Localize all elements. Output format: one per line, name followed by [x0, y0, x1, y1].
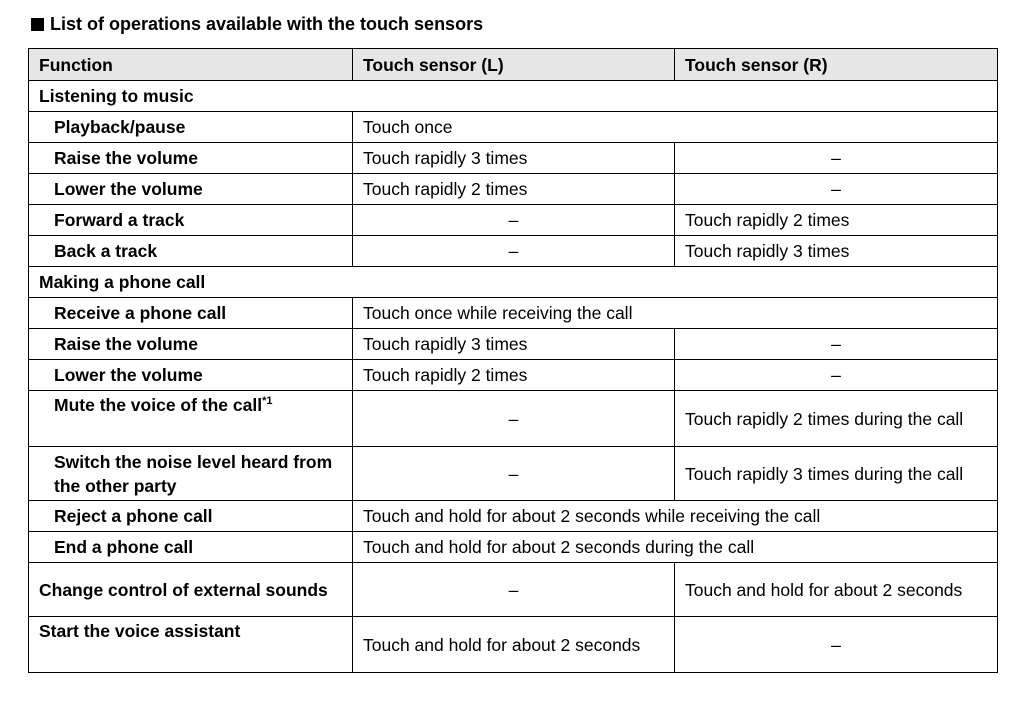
function-cell: Reject a phone call: [29, 501, 353, 532]
both-sensors-cell: Touch once while receiving the call: [353, 298, 998, 329]
function-text: Mute the voice of the call: [54, 395, 263, 415]
right-sensor-cell: Touch rapidly 3 times: [675, 236, 998, 267]
function-cell: Back a track: [29, 236, 353, 267]
function-cell: Start the voice assistant: [29, 617, 353, 673]
table-row: [29, 563, 998, 617]
both-sensors-cell: Touch and hold for about 2 seconds during the call: [353, 532, 998, 563]
table-row: [29, 174, 998, 205]
table-row: [29, 617, 998, 673]
table-row: [29, 329, 998, 360]
group-label-music: Listening to music: [29, 81, 998, 112]
table-row: [29, 236, 998, 267]
table-row: [29, 447, 998, 501]
section-heading-text: List of operations available with the touch sensors: [50, 14, 484, 34]
left-sensor-cell: –: [353, 563, 675, 617]
right-sensor-cell: Touch rapidly 2 times during the call: [675, 391, 998, 447]
left-sensor-cell: –: [353, 236, 675, 267]
function-cell: Forward a track: [29, 205, 353, 236]
function-cell: Playback/pause: [29, 112, 353, 143]
left-sensor-cell: –: [353, 391, 675, 447]
right-sensor-cell: Touch rapidly 2 times: [675, 205, 998, 236]
left-sensor-cell: –: [353, 447, 675, 501]
left-sensor-cell: Touch rapidly 2 times: [353, 360, 675, 391]
both-sensors-cell: Touch once: [353, 112, 998, 143]
right-sensor-cell: –: [675, 617, 998, 673]
function-cell: Receive a phone call: [29, 298, 353, 329]
group-row-phone: [29, 267, 998, 298]
right-sensor-cell: Touch and hold for about 2 seconds: [675, 563, 998, 617]
footnote-marker: *1: [262, 395, 273, 408]
both-sensors-cell: Touch and hold for about 2 seconds while receiving the call: [353, 501, 998, 532]
header-touch-sensor-right: Touch sensor (R): [675, 49, 998, 81]
table-row: [29, 298, 998, 329]
function-cell: Switch the noise level heard from the other party: [29, 447, 353, 501]
black-square-icon: [31, 18, 44, 31]
table-row: [29, 391, 998, 447]
group-row-music: [29, 81, 998, 112]
right-sensor-cell: –: [675, 143, 998, 174]
function-cell: Lower the volume: [29, 360, 353, 391]
table-row: [29, 112, 998, 143]
left-sensor-cell: Touch rapidly 2 times: [353, 174, 675, 205]
left-sensor-cell: Touch and hold for about 2 seconds: [353, 617, 675, 673]
function-cell: Raise the volume: [29, 143, 353, 174]
left-sensor-cell: –: [353, 205, 675, 236]
function-cell: Lower the volume: [29, 174, 353, 205]
function-cell: Raise the volume: [29, 329, 353, 360]
table-row: [29, 360, 998, 391]
table-header-row: [29, 49, 998, 81]
group-label-phone: Making a phone call: [29, 267, 998, 298]
left-sensor-cell: Touch rapidly 3 times: [353, 143, 675, 174]
table-row: [29, 501, 998, 532]
function-cell: [29, 391, 353, 447]
right-sensor-cell: –: [675, 360, 998, 391]
operations-table: [28, 48, 998, 673]
table-row: [29, 532, 998, 563]
header-touch-sensor-left: Touch sensor (L): [353, 49, 675, 81]
function-cell: End a phone call: [29, 532, 353, 563]
header-function: Function: [29, 49, 353, 81]
right-sensor-cell: –: [675, 174, 998, 205]
function-cell: Change control of external sounds: [29, 563, 353, 617]
left-sensor-cell: Touch rapidly 3 times: [353, 329, 675, 360]
table-row: [29, 143, 998, 174]
right-sensor-cell: –: [675, 329, 998, 360]
table-row: [29, 205, 998, 236]
section-heading: [31, 13, 483, 35]
right-sensor-cell: Touch rapidly 3 times during the call: [675, 447, 998, 501]
